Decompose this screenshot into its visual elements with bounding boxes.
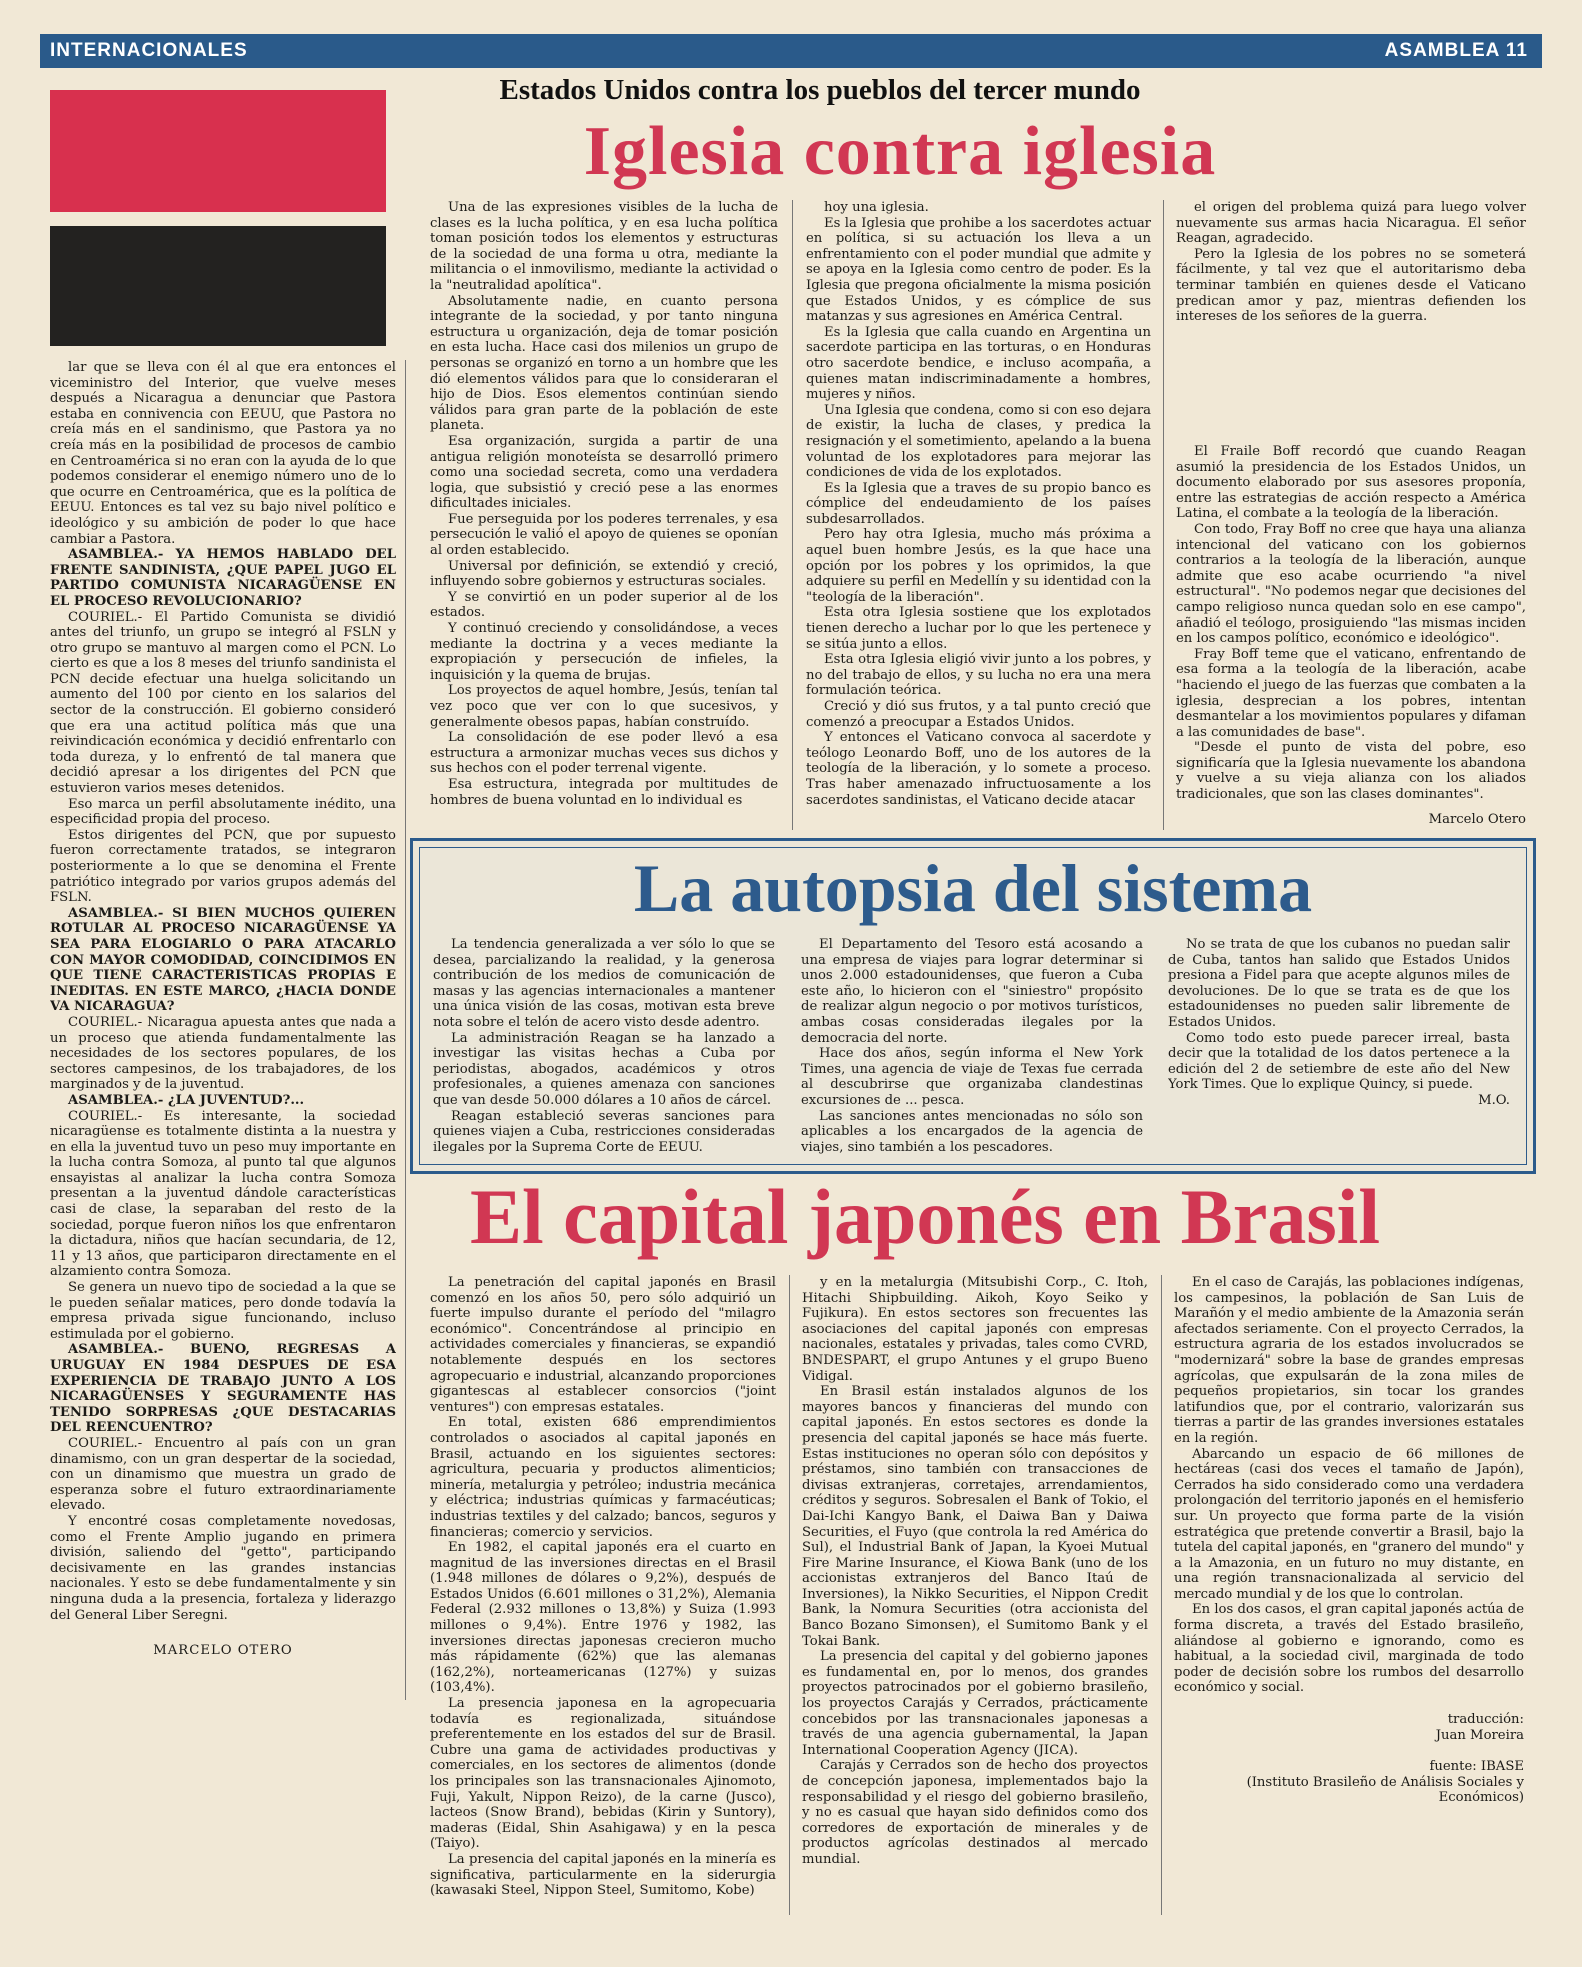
interview-question: ASAMBLEA.- ¿LA JUVENTUD?... (68, 1092, 305, 1108)
article2-column-1 (433, 937, 775, 1157)
paragraph: Fue perseguida por los poderes terrenales, y esa persecución le valió el apoyo de quienes se oponían al orden establecido. (430, 511, 778, 559)
paragraph: y en la metalurgia (Mitsubishi Corp., C. Itoh, Hitachi Shipbuilding. Aikoh, Koyo Seiko y Fujikura). En estos sectores son frecuentes las asociaciones del capital japonés con empresas nacionales, estatales y privadas, tales como CVRD, BNDESPART, el grupo Antunes y el grupo Bueno Vidigal. (802, 1275, 1148, 1384)
interview-answer: Estos dirigentes del PCN, que por supuesto fueron correctamente tratados, se integraron posteriormente a lo que se denomina el Frente patriótico integrado por varios grupos además del FSLN. (50, 827, 396, 906)
article3-source-label: fuente: IBASE (1429, 1759, 1524, 1775)
paragraph: Y entonces el Vaticano convoca al sacerdote y teólogo Leonardo Boff, uno de los autores de la teología de la liberación, y lo somete a proceso. Tras haber amenazado infructuosamente a los sacerdotes sandinistas, el Vaticano decide atacar (806, 730, 1151, 808)
paragraph: En Brasil están instalados algunos de los mayores bancos y financieras del mundo con capital japonés. En estos sectores es donde la presencia del capital japonés se hace más fuerte. Estas instituciones no operan sólo con depósitos y préstamos, sino también con transacciones de divisas extranjeras, corretajes, arrendamientos, créditos y seguros. Sobresalen el Bank of Tokio, el Dai-Ichi Kangyo Bank, el Daiwa Ban y Daiwa Securities, el Fuyo (que controla la red América do Sul), el Industrial Bank of Japan, la Kyoei Mutual Fire Marine Insurance, el Kiowa Bank (uno de los accionistas extranjeros del Banco Itaú de Inversiones), la Nikko Securities, el Nippon Credit Bank, la Nomura Securities (otra accionista del Banco Bozano Simonsen), el Sumitomo Bank y el Tokai Bank. (802, 1384, 1148, 1649)
column-rule (792, 200, 793, 830)
interview-answer: Y encontré cosas completamente novedosas, como el Frente Amplio jugando en primera división, saliendo del "getto", participando decisivamente en las grandes instancias nacionales. Y esto se debe fundamentalmente y sin ninguna duda a la presencia, fortaleza y liderazgo del General Liber Seregni. (50, 1513, 396, 1623)
red-color-block (50, 90, 386, 212)
paragraph: Esa estructura, integrada por multitudes de hombres de buena voluntad en lo individual es (430, 776, 778, 808)
paragraph: Con todo, Fray Boff no cree que haya una alianza intencional del vaticano con los gobiernos contrarios a la teología de la liberación, aunque admite que eso acabe ocurriendo "a nivel estructural". "No podemos negar que decisiones del campo religioso nunca quedan solo en ese campo", añadió el teólogo, prosiguiendo "las mismas inciden en los campos político, económico e ideológico". (1176, 521, 1526, 647)
paragraph: Esta otra Iglesia eligió vivir junto a los pobres, y no del trabajo de ellos, y su lucha no era una mera formulación teórica. (806, 652, 1151, 699)
paragraph: "Desde el punto de vista del pobre, eso significaría que la Iglesia nuevamente los abandona y vuelve a su vieja alianza con los aliados tradicionales, que son las clases dominantes". (1176, 740, 1526, 803)
paragraph: el origen del problema quizá para luego volver nuevamente sus armas hacia Nicaragua. El señor Reagan, agradecido. (1176, 200, 1526, 247)
paragraph: Una Iglesia que condena, como si con eso dejara de existir, la lucha de clases, y predica la resignación y el sometimiento, apelando a la buena voluntad de los explotadores para mejorar las condiciones de vida de los explotados. (806, 402, 1151, 481)
interview-answer: Eso marca un perfil absolutamente inédito, una especificidad propia del proceso. (50, 796, 396, 828)
paragraph: Como todo esto puede parecer irreal, basta decir que la totalidad de los datos pertenece a la edición del 2 de setiembre de este año del New York Times. Que lo explique Quincy, si puede. (1168, 1030, 1510, 1093)
paragraph: La presencia japonesa en la agropecuaria todavía es regionalizada, situándose preferentemente en los estados del sur de Brasil. Cubre una gama de actividades productivas y comerciales, en los sectores de alimentos (donde los principales son las transnacionales Ajinomoto, Fuji, Yakult, Nippon Reizo), de la carne (Jusco), lacteos (Snow Brand), bebidas (Kirin y Suntory), maderas (Eidal, Shin Asahigawa) y en la pesca (Taiyo). (430, 1696, 776, 1852)
article2-column-3 (1168, 937, 1510, 1157)
black-color-block (50, 226, 386, 346)
article3-column-1 (430, 1275, 776, 1935)
paragraph: Es la Iglesia que a traves de su propio banco es cómplice del endeudamiento de los países subdesarrollados. (806, 480, 1151, 527)
article1-column-3-top (1176, 200, 1526, 370)
article2-column-2 (801, 937, 1143, 1157)
article2-title: La autopsia del sistema (633, 850, 1313, 926)
column-rule (1163, 200, 1164, 830)
column-rule (789, 1275, 790, 1915)
paragraph: Pero la Iglesia de los pobres no se someterá fácilmente, y tal vez que el autoritarismo deba terminar también en quienes desde el Vaticano predican amor y paz, mientras defienden los intereses de los señores de la guerra. (1176, 246, 1526, 325)
paragraph: El Fraile Boff recordó que cuando Reagan asumió la presidencia de los Estados Unidos, un documento elaborado por sus asesores proponía, entre las estrategias de acción respecto a América Latina, el combate a la teología de la liberación. (1176, 444, 1526, 522)
interview-signature: MARCELO OTERO (153, 1643, 293, 1659)
article1-title: Iglesia contra iglesia (583, 113, 1217, 190)
paragraph: Esa organización, surgida a partir de una antigua religión monoteísta se desarrolló primero como una sociedad secreta, como una verdadera logia, que subsistió y creció pese a las enormes dificultades iniciales. (430, 433, 778, 512)
article3-title: El capital japonés en Brasil (469, 1173, 1381, 1260)
paragraph: Creció y dió sus frutos, y a tal punto creció que comenzó a preocupar a Estados Unidos. (806, 699, 1151, 730)
article1-column-3-bottom (1176, 444, 1526, 808)
paragraph: hoy una iglesia. (824, 200, 929, 215)
article3-translation-label: traducción: (1447, 1712, 1524, 1728)
paragraph: Las sanciones antes mencionadas no sólo son aplicables a los encargados de la agencia de viajes, sino también a los pescadores. (801, 1108, 1143, 1155)
interview-question: ASAMBLEA.- BUENO, REGRESAS A URUGUAY EN 1984 DESPUES DE ESA EXPERIENCIA DE TRABAJO JUNTO A LOS NICARAGÜENSES Y SEGURAMENTE HAS TENIDO SORPRESAS ¿QUE DESTACARIAS DEL REENCUENTRO? (50, 1342, 396, 1436)
paragraph: Es la Iglesia que prohibe a los sacerdotes actuar en política, si su actuación los lleva a un enfrentamiento con el poder mundial que admite y se apoya en la Iglesia como centro de poder. Es la Iglesia que pregona oficialmente la misma posición que Estados Unidos, y es cómplice de sus matanzas y sus agresiones en América Central. (806, 215, 1151, 325)
paragraph: En total, existen 686 emprendimientos controlados o asociados al capital japonés en Brasil, actuando en los siguientes sectores: agricultura, pecuaria y productos alimenticios; minería, metalurgia y petróleo; industria mecánica y eléctrica; industrias químicas y farmacéuticas; industrias textiles y del calzado; bancos, seguros y financieras; comercio y servicios. (430, 1415, 776, 1540)
paragraph: La administración Reagan se ha lanzado a investigar las visitas hechas a Cuba por periodistas, abogados, académicos y otros profesionales, a quienes amenaza con sanciones que van desde 50.000 dólares a 10 años de cárcel. (433, 1030, 775, 1108)
paragraph: Es la Iglesia que calla cuando en Argentina un sacerdote participa en las torturas, o en Honduras otro sacerdote bendice, e incluso acompaña, a quienes matan indiscriminadamente a hombres, mujeres y niños. (806, 324, 1151, 403)
interview-column (50, 360, 396, 1700)
paragraph: Abarcando un espacio de 66 millones de hectáreas (casi dos veces el tamaño de Japón), Cerrados ha sido considerado como una verdadera prolongación del territorio japonés en el hemisferio sur. Un proyecto que forma parte de la visión estratégica que pretende convertir a Brasil, bajo la tutela del capital japonés, en "granero del mundo" y a la Amazonia, en un futuro no muy distante, en una región transnacionalizada al servicio del mercado mundial y de los que lo controlan. (1174, 1446, 1524, 1602)
paragraph: La tendencia generalizada a ver sólo lo que se desea, parcializando la realidad, y la generosa contribución de los medios de comunicación de masas y las agencias internacionales a mantener una única visión de las cosas, motivan esta breve nota sobre el telón de acero visto desde adentro. (433, 937, 775, 1030)
paragraph: La consolidación de ese poder llevó a esa estructura a armonizar muchas veces sus dichos y sus hechos con el poder terrenal vigente. (430, 730, 778, 777)
column-rule (1161, 1275, 1162, 1915)
paragraph: En los dos casos, el gran capital japonés actúa de forma discreta, a través del Estado brasileño, aliándose al gobierno e ignorando, como es habitual, a la sociedad civil, marginada de todo poder de decisión sobre los rumbos del desarrollo económico y social. (1174, 1602, 1524, 1696)
paragraph: La presencia del capital y del gobierno japones es fundamental en, por lo menos, dos grandes proyectos patrocinados por el gobierno brasileño, los proyectos Carajás y Cerrados, prácticamente concebidos por las transnacionales japonesas a través de una agencia gubernamental, la Japan International Cooperation Agency (JICA). (802, 1649, 1148, 1758)
interview-answer: COURIEL.- Encuentro al país con un gran dinamismo, con un gran despertar de la sociedad, con un dinamismo que muestra un grado de esperanza sobre el futuro extraordinariamente elevado. (50, 1435, 396, 1514)
paragraph: Universal por definición, se extendió y creció, influyendo sobre gobiernos y estructuras sociales. (430, 558, 778, 590)
interview-answer: lar que se lleva con él al que era entonces el viceministro del Interior, que vuelve meses después a Nicaragua a denunciar que Pastora estaba en connivencia con EEUU, que Pastora no creía más en el sandinismo, que Pastora ya no creía más en la posibilidad de procesos de cambio en Centroamérica si no eran con la ayuda de lo que podemos considerar el enemigo número uno de lo que ocurre en Centroamérica, que es la política de EEUU. Entonces es tal vez su bajo nivel político e ideológico y su ambición de poder lo que hace cambiar a Pastora. (50, 360, 396, 547)
paragraph: Esta otra Iglesia sostiene que los explotados tienen derecho a luchar por lo que les pertenece y se sitúa junto a ellos. (806, 605, 1151, 652)
article2-box (410, 838, 1536, 1174)
paragraph: Una de las expresiones visibles de la lucha de clases es la lucha política, y en esa lucha política toman posición todos los elementos y estructuras de la sociedad de una forma u otra, mediante la militancia o el inmovilismo, mediante la actividad o la "neutralidad apolítica". (430, 200, 778, 293)
paragraph: Absolutamente nadie, en cuanto persona integrante de la sociedad, y por tanto ninguna estructura u organización, deja de tomar posición en esta lucha. Hace casi dos milenios un grupo de personas se organizó en torno a un hombre que les dió elementos válidos para que lo consideraran el hijo de Dios. Esos elementos continúan siendo válidos para gran parte de la población de este planeta. (430, 293, 778, 434)
paragraph: Fray Boff teme que el vaticano, enfrentando de esa forma a la teología de la liberación, acabe "haciendo el juego de las fuerzas que combaten a la iglesia, desprecian a los pobres, intentan desmantelar a los movimientos populares y difaman a las comunidades de base". (1176, 646, 1526, 740)
paragraph: No se trata de que los cubanos no puedan salir de Cuba, tantos han salido que Estados Unidos presiona a Fidel para que acepte algunos miles de devoluciones. De lo que se trata es de que los estadounidenses no pueden salir libremente de Estados Unidos. (1168, 937, 1510, 1030)
paragraph: Reagan estableció severas sanciones para quienes viajen a Cuba, restricciones consideradas ilegales por la Suprema Corte de EEUU. (433, 1108, 775, 1155)
interview-answer: COURIEL.- El Partido Comunista se dividió antes del triunfo, un grupo se integró al FSLN y otro grupo se mantuvo al margen como el PCN. Lo cierto es que a los 8 meses del triunfo sandinista el PCN decide efectuar una huelga solicitando un aumento del 100 por ciento en los salarios del sector de la construcción. El gobierno consideró que era una actitud política más que una reivindicación económica y decidió enfrentarlo con toda dureza, y lo enfrentó de tal manera que decidió apresar a los dirigentes del PCN que estuvieron varios meses detenidos. (50, 609, 396, 797)
paragraph: Los proyectos de aquel hombre, Jesús, tenían tal vez poco que ver con lo que sucesivos, y generalmente obesos papas, habían construído. (430, 683, 778, 730)
article3-column-3 (1174, 1275, 1524, 1915)
section-name: INTERNACIONALES (50, 40, 248, 61)
article3-source-name: (Instituto Brasileño de Análisis Sociales y Económicos) (1246, 1774, 1524, 1806)
article1-kicker: Estados Unidos contra los pueblos del tercer mundo (499, 74, 1141, 106)
interview-answer: COURIEL.- Nicaragua apuesta antes que nada a un proceso que atienda fundamentalmente las necesidades de los sectores populares, de los sectores campesinos, de los trabajadores, de los marginados y de la juventud. (50, 1014, 396, 1093)
interview-answer: COURIEL.- Es interesante, la sociedad nicaragüense es totalmente distinta a la nuestra y en ella la juventud tuvo un peso muy importante en la lucha contra Somoza, al punto tal que algunos ensayistas al analizar la lucha contra Somoza presentan a la juventud dándole características casi de clase, la separaban del resto de la sociedad, porque fueron niños los que enfrentaron la dictadura, niños que hacían secundaria, de 12, 11 y 13 años, que participaron directamente en el alzamiento contra Somoza. (50, 1108, 396, 1280)
section-banner (40, 34, 1542, 68)
article1-signature-wrap (1176, 812, 1526, 832)
paragraph: Pero hay otra Iglesia, mucho más próxima a aquel buen hombre Jesús, es la que hace una opción por los pobres y los oprimidos, la que adquiere su perfil en Medellín y su identidad con la "teología de la liberación". (806, 527, 1151, 605)
article3-column-2 (802, 1275, 1148, 1935)
paragraph: En 1982, el capital japonés era el cuarto en magnitud de las inversiones directas en el Brasil (1.948 millones de dólares o 9,2%), después de Estados Unidos (6.601 millones o 31,2%), Alemania Federal (2.932 millones o 13,8%) y Suiza (1.993 millones o 9,4%). Entre 1976 y 1982, las inversiones directas japonesas crecieron mucho más rápidamente (62%) que las alemanas (162,2%), norteamericanas (127%) y suizas (103,4%). (430, 1540, 776, 1696)
interview-question: ASAMBLEA.- YA HEMOS HABLADO DEL FRENTE SANDINISTA, ¿QUE PAPEL JUGO EL PARTIDO COMUNISTA NICARAGÜENSE EN EL PROCESO REVOLUCIONARIO? (50, 547, 396, 609)
interview-answer: Se genera un nuevo tipo de sociedad a la que se le pueden señalar matices, pero donde todavía la empresa privada sigue funcionando, incluso estimulada por el gobierno. (50, 1280, 396, 1342)
article3-translator: Juan Moreira (1435, 1727, 1524, 1743)
interview-question: ASAMBLEA.- SI BIEN MUCHOS QUIEREN ROTULAR AL PROCESO NICARAGÜENSE YA SEA PARA ELOGIARLO O PARA ATACARLO CON MAYOR COMODIDAD, COINCIDIMOS EN QUE TIENE CARACTERISTICAS PROPIAS E INEDITAS. EN ESTE MARCO, ¿HACIA DONDE VA NICARAGUA? (50, 905, 396, 1015)
paragraph: La presencia del capital japonés en la minería es significativa, particularmente en la siderurgia (kawasaki Steel, Nippon Steel, Sumitomo, Kobe) (430, 1851, 776, 1899)
paragraph: El Departamento del Tesoro está acosando a una empresa de viajes para lograr determinar si unos 2.000 estadounidenses, que fueron a Cuba este año, lo hicieron con el "siniestro" propósito de realizar algun negocio o por motivos turísticos, ambas cosas consideradas ilegales por la democracia del norte. (801, 937, 1143, 1046)
column-rule (405, 360, 406, 1700)
article1-column-1 (430, 200, 778, 830)
paragraph: En el caso de Carajás, las poblaciones indígenas, los campesinos, la población de San Luis de Marañón y el medio ambiente de la Amazonia serán afectados seriamente. Con el proyecto Cerrados, la estructura agraria de los estados involucrados se "modernizará" sobre la base de grandes empresas agrícolas, que expulsarán de la zona miles de pequeños propietarios, sin tocar los grandes latifundios que, por el contrario, valorizarán sus tierras a partir de las grandes inversiones estatales en la región. (1174, 1275, 1524, 1446)
paragraph: La penetración del capital japonés en Brasil comenzó en los años 50, pero sólo adquirió un fuerte impulso durante el período del "milagro económico". Concentrándose al principio en actividades comerciales y financieras, se expandió notablemente después en los sectores agropecuario e industrial, alcanzando proporciones gigantescas al establecer consorcios ("joint ventures") con empresas estatales. (430, 1275, 776, 1415)
paragraph: Y se convirtió en un poder superior al de los estados. (430, 589, 778, 621)
article2-signature: M.O. (1478, 1092, 1510, 1108)
page-number: ASAMBLEA 11 (1384, 40, 1528, 61)
paragraph: Y continuó creciendo y consolidándose, a veces mediante la doctrina y a veces mediante la expropiación y persecución de infieles, la inquisición y la quema de brujas. (430, 621, 778, 683)
article1-column-2 (806, 200, 1151, 830)
paragraph: Hace dos años, según informa el New York Times, una agencia de viaje de Texas fue cerrada al descubrirse que organizaba clandestinas excursiones de ... pesca. (801, 1046, 1143, 1108)
paragraph: Carajás y Cerrados son de hecho dos proyectos de concepción japonesa, implementados bajo la responsabilidad y el riesgo del gobierno brasileño, y no es casual que hayan sido definidos como dos corredores de exportación de minerales y de productos agrícolas destinados al mercado mundial. (802, 1758, 1148, 1867)
article1-signature: Marcelo Otero (1428, 812, 1526, 827)
